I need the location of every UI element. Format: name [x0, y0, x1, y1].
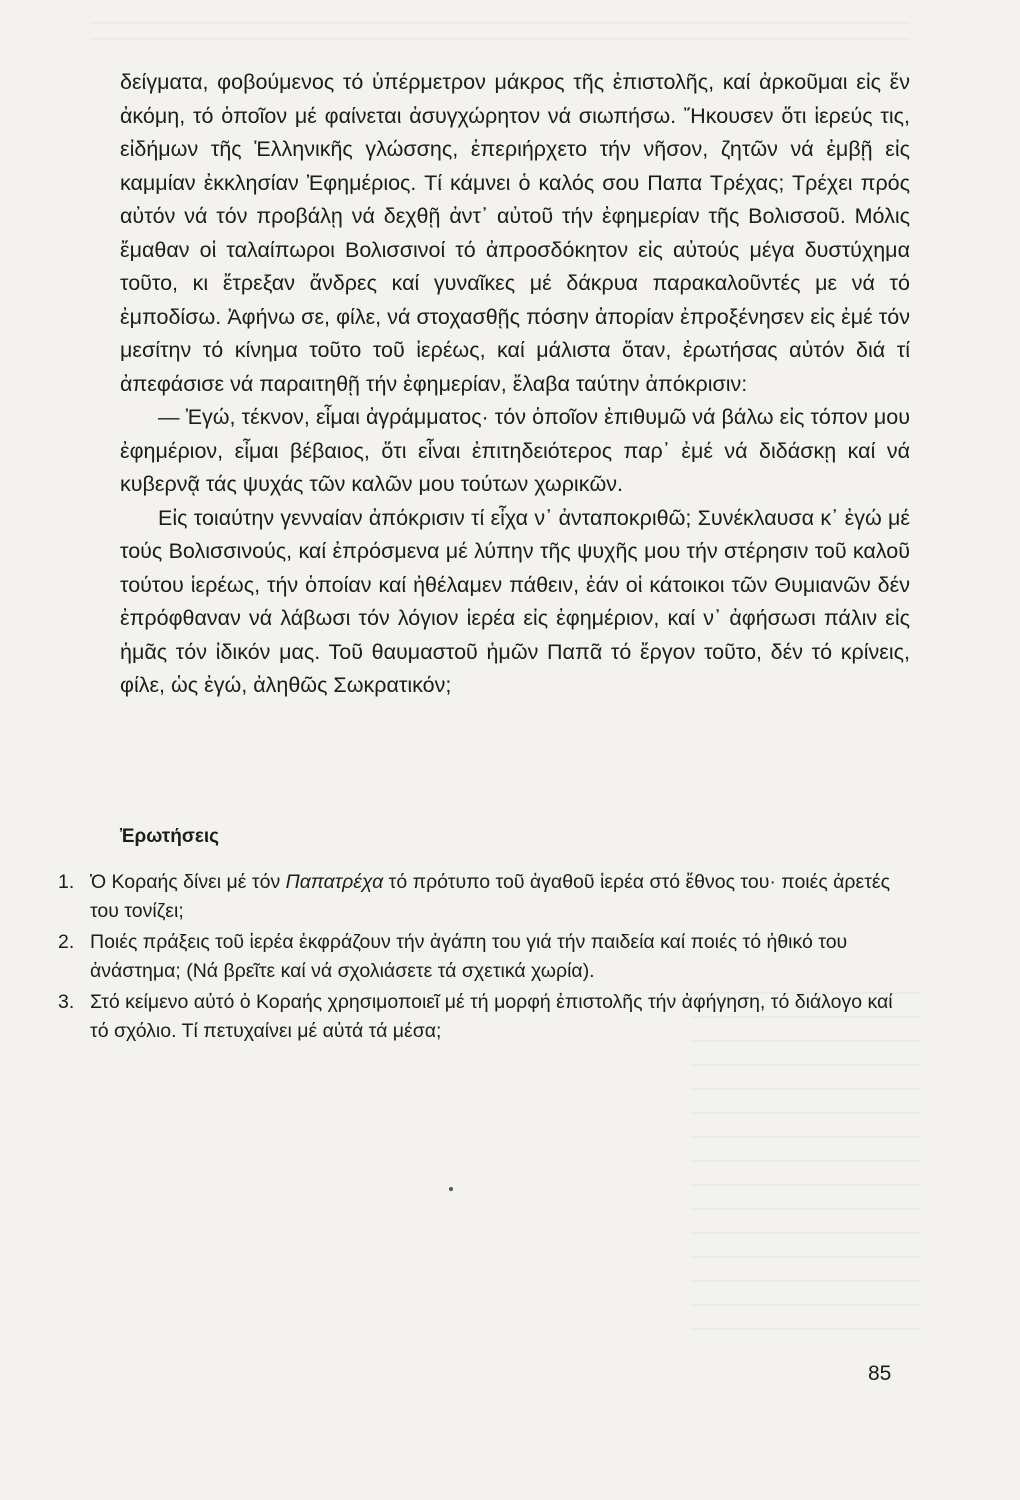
question-emphasis: Παπατρέχα: [285, 871, 384, 893]
question-item: [58, 928, 908, 985]
paragraph-dialogue: — Ἐγώ, τέκνον, εἶμαι ἀγράμματος· τόν ὁποῖον ἐπιθυμῶ νά βάλω εἰς τόπον μου ἐφημέριον, εἶμαι βέβαιος, ὅτι εἶναι ἐπιτηδειότερος παρ᾽ ἐμέ νά διδάσκῃ καί νά κυβερνᾷ τάς ψυχάς τῶν καλῶν μου τούτων χωρικῶν.: [120, 405, 910, 496]
question-text: Ποιές πράξεις τοῦ ἱερέα ἐκφράζουν τήν ἀγάπη του γιά τήν παιδεία καί ποιές τό ἠθικό του ἀνάστημα; (Νά βρεῖτε καί νά σχολιάσετε τά σχετικά χωρία).: [90, 931, 848, 982]
question-text-end: τό πρότυπο τοῦ ἀγαθοῦ ἱερέα στό ἔθνος του· ποιές ἀρετές του τονίζει;: [90, 871, 890, 922]
question-number: 3.: [58, 991, 75, 1013]
question-number: 1.: [58, 871, 75, 893]
show-through-texture: [90, 8, 910, 48]
question-text: Στό κείμενο αὐτό ὁ Κοραής χρησιμοποιεῖ μέ τή μορφή ἐπιστολῆς τήν ἀφήγηση, τό διάλογο καί τό σχόλιο. Τί πετυχαίνει μέ αὐτά τά μέσα;: [90, 991, 893, 1042]
main-text: [120, 66, 910, 703]
question-item: [58, 868, 908, 925]
question-number: 2.: [58, 931, 75, 953]
question-text-start: Ὁ Κοραής δίνει μέ τόν: [90, 871, 286, 893]
paragraph-conclusion: Εἰς τοιαύτην γενναίαν ἀπόκρισιν τί εἶχα ν᾽ ἀνταποκριθῶ; Συνέκλαυσα κ᾽ ἐγώ μέ τούς Βολισσινούς, καί ἐπρόσμενα μέ λύπην τῆς ψυχῆς μου τήν στέρησιν τοῦ καλοῦ τούτου ἱερέως, τήν ὁποίαν καί ἠθέλαμεν πάθειν, ἐάν οἱ κάτοικοι τῶν Θυμιανῶν δέν ἐπρόφθαναν νά λάβωσι τόν λόγιον ἱερέα εἰς ἐφημέριον, καί ν᾽ ἀφήσωσι πάλιν εἰς ἡμᾶς τόν ἰδικόν μας. Τοῦ θαυμαστοῦ ἡμῶν Παπᾶ τό ἔργον τοῦτο, δέν τό κρίνεις, φίλε, ὡς ἐγώ, ἀληθῶς Σωκρατικόν;: [120, 505, 910, 697]
paragraph-letter: δείγματα, φοβούμενος τό ὑπέρμετρον μάκρος τῆς ἐπιστολῆς, καί ἀρκοῦμαι εἰς ἕν ἀκόμη, τό ὁποῖον μέ φαίνεται ἀσυγχώρητον νά σιωπήσω. Ἤκουσεν ὅτι ἱερεύς τις, εἰδήμων τῆς Ἑλληνικῆς γλώσσης, ἐπεριήρχετο τήν νῆσον, ζητῶν νά ἐμβῇ εἰς καμμίαν ἐκκλησίαν Ἐφημέριος. Τί κάμνει ὁ καλός σου Παπα Τρέχας; Τρέχει πρός αὐτόν νά τόν προβάλῃ νά δεχθῇ ἀντ᾽ αὐτοῦ τήν ἐφημερίαν τῆς Βολισσοῦ. Μόλις ἔμαθαν οἱ ταλαίπωροι Βολισσινοί τό ἀπροσδόκητον εἰς αὐτούς μέγα δυστύχημα τοῦτο, κι ἔτρεξαν ἄνδρες καί γυναῖκες μέ δάκρυα παρακαλοῦντές με νά τό ἐμποδίσω. Ἀφήνω σε, φίλε, νά στοχασθῇς πόσην ἀπορίαν ἐπροξένησεν εἰς ἐμέ τόν μεσίτην τό κίνημα τοῦτο τοῦ ἱερέως, καί μάλιστα ὅταν, ἐρωτήσας αὐτόν διά τί ἀπεφάσισε νά παραιτηθῇ τήν ἐφημερίαν, ἔλαβα ταύτην ἀπόκρισιν:: [120, 70, 910, 396]
page-number: 85: [868, 1362, 892, 1385]
question-item: [58, 988, 908, 1045]
questions-list: [58, 868, 908, 1048]
stray-mark: [449, 1187, 453, 1191]
questions-heading: Ἐρωτήσεις: [120, 826, 220, 847]
